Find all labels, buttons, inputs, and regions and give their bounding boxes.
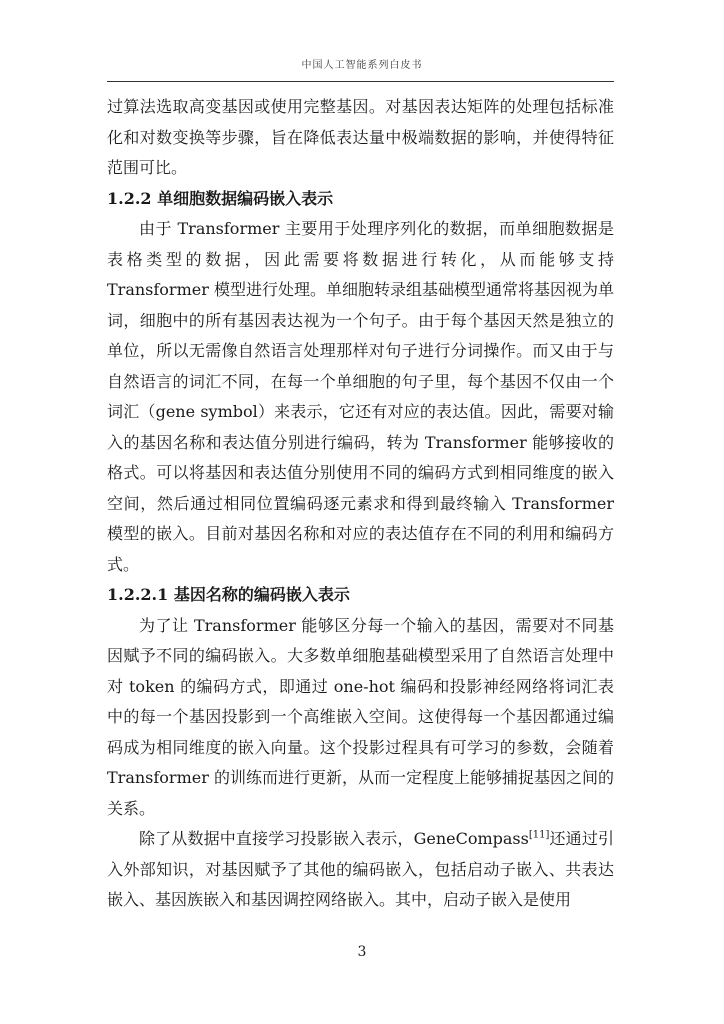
genecompass-text-after: 还通过引入外部知识，对基因赋予了其他的编码嵌入，包括启动子嵌入、共表达嵌入、基因族嵌入和基因调控网络嵌入。其中，启动子嵌入是使用 (107, 829, 614, 909)
paragraph-gene-name-embedding: 为了让 Transformer 能够区分每一个输入的基因，需要对不同基因赋予不同的编码嵌入。大多数单细胞基础模型采用了自然语言处理中对 token 的编码方式，即通过 one-hot 编码和投影神经网络将词汇表中的每一个基因投影到一个高维嵌入空间。这使得每一个基因都通过编码成为相同维度的嵌入向量。这个投影过程具有可学习的参数，会随着 Transformer 的训练而进行更新，从而一定程度上能够捕捉基因之间的关系。 (107, 615, 614, 818)
header-divider (107, 81, 614, 82)
citation-reference[interactable]: [11] (528, 829, 550, 841)
genecompass-text-before: 除了从数据中直接学习投影嵌入表示，GeneCompass (139, 829, 529, 848)
section-heading-1-2-2: 1.2.2 单细胞数据编码嵌入表示 (107, 188, 334, 208)
page-body (107, 92, 614, 916)
section-heading-1-2-2-1: 1.2.2.1 基因名称的编码嵌入表示 (107, 585, 350, 604)
page-number: 3 (357, 944, 367, 960)
continued-paragraph: 过算法选取高变基因或使用完整基因。对基因表达矩阵的处理包括标准化和对数变换等步骤，旨在降低表达量中极端数据的影响，并使得特征范围可比。 (107, 97, 614, 177)
running-header: 中国人工智能系列白皮书 (301, 60, 423, 71)
paragraph-encoding-intro: 由于 Transformer 主要用于处理序列化的数据，而单细胞数据是表格类型的数据，因此需要将数据进行转化，从而能够支持 Transformer 模型进行处理。单细胞转录组基础模型通常将基因视为单词，细胞中的所有基因表达视为一个句子。由于每个基因天然是独立的单位，所以无需像自然语言处理那样对句子进行分词操作。而又由于与自然语言的词汇不同，在每一个单细胞的句子里，每个基因不仅由一个词汇（gene symbol）来表示，它还有对应的表达值。因此，需要对输入的基因名称和表达值分别进行编码，转为 Transformer 能够接收的格式。可以将基因和表达值分别使用不同的编码方式到相同维度的嵌入空间，然后通过相同位置编码逐元素求和得到最终输入 Transformer 模型的嵌入。目前对基因名称和对应的表达值存在不同的利用和编码方式。 (107, 219, 614, 574)
paragraph-genecompass (107, 824, 614, 916)
